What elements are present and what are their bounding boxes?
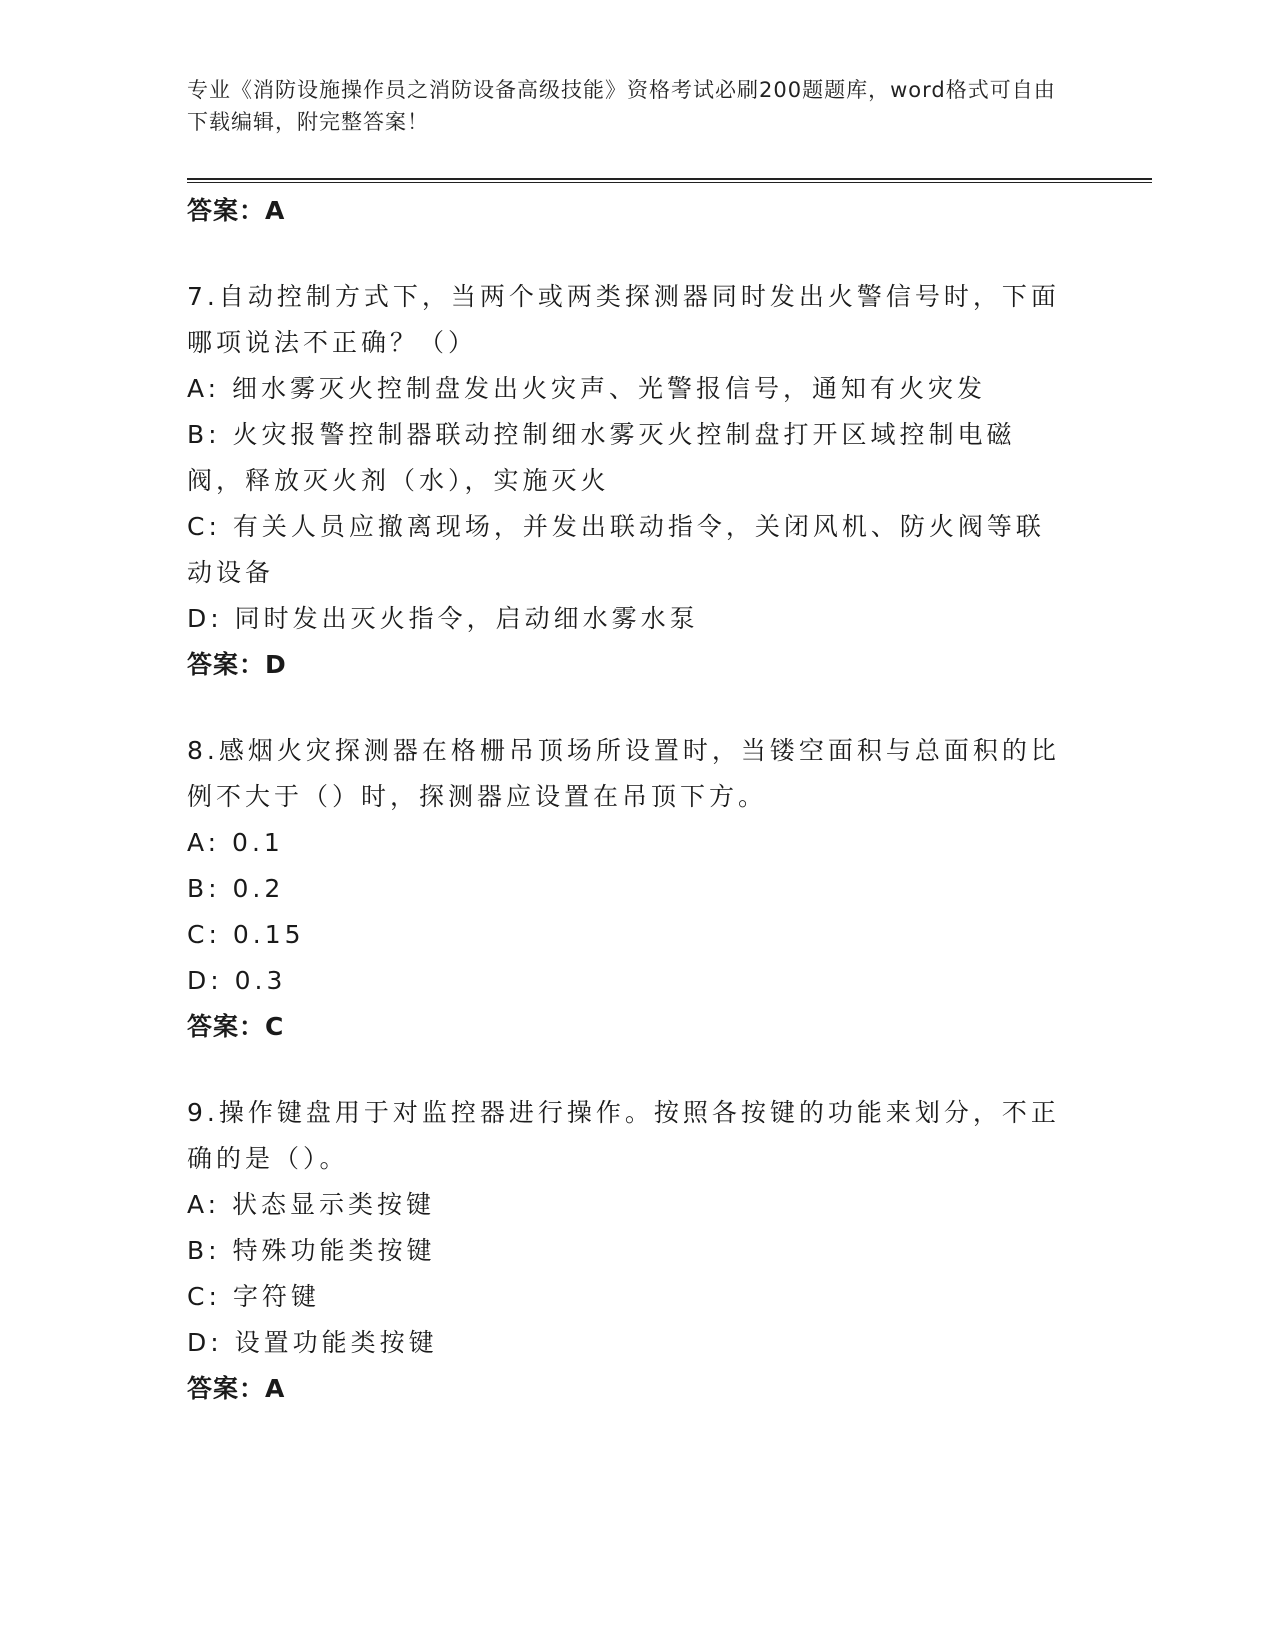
option-text: 0.15 — [232, 920, 305, 949]
option-b — [187, 412, 1067, 504]
answer-value: A — [265, 196, 286, 225]
question-text: 感烟火灾探测器在格栅吊顶场所设置时，当镂空面积与总面积的比例不大于（）时，探测器应设置在吊顶下方。 — [187, 736, 1060, 811]
option-key: B : — [187, 1236, 233, 1265]
option-text: 同时发出灭火指令，启动细水雾水泵 — [234, 604, 699, 633]
option-key: B : — [187, 420, 233, 449]
question-number: 9. — [187, 1098, 219, 1127]
header-divider-thin — [187, 182, 1152, 183]
question-9 — [187, 1090, 1067, 1412]
option-key: B : — [187, 874, 233, 903]
option-b — [187, 866, 1067, 912]
header-divider-thick — [187, 178, 1152, 180]
answer-value: A — [265, 1374, 286, 1403]
answer-line — [187, 188, 1067, 234]
question-number: 7. — [187, 282, 219, 311]
answer-line — [187, 642, 1067, 688]
option-text: 细水雾灭火控制盘发出火灾声、光警报信号，通知有火灾发 — [232, 374, 987, 403]
option-c — [187, 912, 1067, 958]
option-key: C : — [187, 920, 233, 949]
option-key: D : — [187, 966, 235, 995]
option-key: D : — [187, 604, 235, 633]
option-key: C : — [187, 1282, 233, 1311]
answer-label: 答案： — [187, 196, 266, 225]
question-stem — [187, 274, 1067, 366]
answer-value: C — [265, 1012, 285, 1041]
question-8 — [187, 728, 1067, 1050]
option-d — [187, 1320, 1067, 1366]
answer-label: 答案： — [187, 1012, 266, 1041]
option-text: 设置功能类按键 — [234, 1328, 438, 1357]
question-text: 自动控制方式下，当两个或两类探测器同时发出火警信号时，下面哪项说法不正确？（） — [187, 282, 1060, 357]
question-stem — [187, 728, 1067, 820]
question-text: 操作键盘用于对监控器进行操作。按照各按键的功能来划分，不正确的是（）。 — [187, 1098, 1060, 1173]
option-key: A : — [187, 1190, 232, 1219]
option-c — [187, 504, 1067, 596]
option-a — [187, 820, 1067, 866]
page-header — [187, 74, 1067, 138]
option-a — [187, 1182, 1067, 1228]
question-7 — [187, 274, 1067, 688]
option-text: 有关人员应撤离现场，并发出联动指令，关闭风机、防火阀等联动设备 — [187, 512, 1045, 587]
option-key: A : — [187, 828, 232, 857]
option-text: 特殊功能类按键 — [232, 1236, 436, 1265]
answer-label: 答案： — [187, 650, 266, 679]
answer-line — [187, 1004, 1067, 1050]
option-b — [187, 1228, 1067, 1274]
question-number: 8. — [187, 736, 219, 765]
option-text: 0.1 — [232, 828, 284, 857]
option-d — [187, 596, 1067, 642]
document-body — [187, 188, 1067, 1412]
option-text: 0.2 — [232, 874, 285, 903]
question-stem — [187, 1090, 1067, 1182]
option-text: 状态显示类按键 — [232, 1190, 436, 1219]
answer-line — [187, 1366, 1067, 1412]
option-text: 火灾报警控制器联动控制细水雾灭火控制盘打开区域控制电磁阀，释放灭火剂（水），实施灭火 — [187, 420, 1016, 495]
answer-value: D — [265, 650, 287, 679]
option-key: C : — [187, 512, 233, 541]
option-text: 0.3 — [234, 966, 287, 995]
option-a — [187, 366, 1067, 412]
option-text: 字符键 — [232, 1282, 320, 1311]
option-c — [187, 1274, 1067, 1320]
answer-label: 答案： — [187, 1374, 266, 1403]
header-text: 专业《消防设施操作员之消防设备高级技能》资格考试必刷200题题库，word格式可自由下载编辑，附完整答案！ — [187, 78, 1056, 134]
option-d — [187, 958, 1067, 1004]
option-key: D : — [187, 1328, 235, 1357]
option-key: A : — [187, 374, 232, 403]
